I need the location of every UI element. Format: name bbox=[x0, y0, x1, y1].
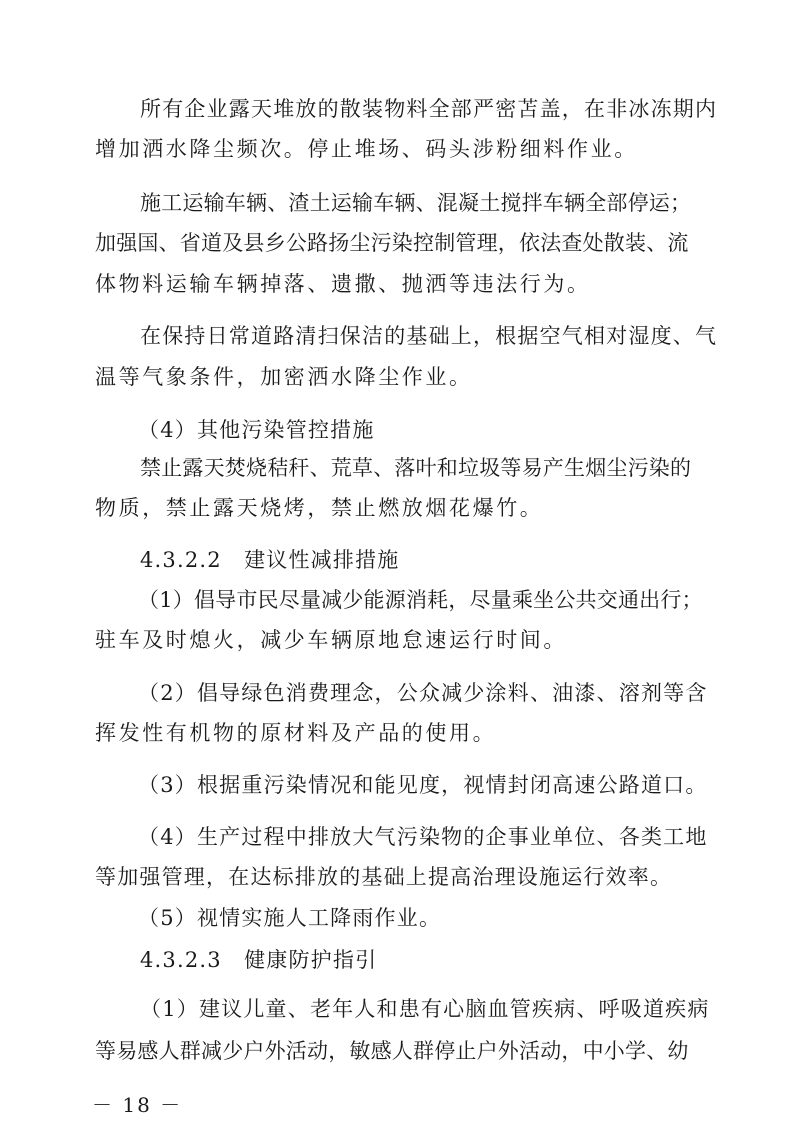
section-heading: 4.3.2.2 建议性减排措施 bbox=[140, 548, 400, 572]
text-line: 等易感人群减少户外活动，敏感人群停止户外活动，中小学、幼 bbox=[95, 1039, 689, 1063]
text-line: 驻车及时熄火，减少车辆原地怠速运行时间。 bbox=[95, 628, 567, 652]
text-line: 禁止露天焚烧秸秆、荒草、落叶和垃圾等易产生烟尘污染的 bbox=[140, 456, 692, 480]
section-heading: 4.3.2.3 健康防护指引 bbox=[140, 948, 378, 972]
text-line: （5）视情实施人工降雨作业。 bbox=[138, 906, 442, 930]
text-line: 挥发性有机物的原材料及产品的使用。 bbox=[95, 721, 497, 745]
text-line: 所有企业露天堆放的散装物料全部严密苫盖，在非冰冻期内 bbox=[140, 97, 718, 121]
text-line: （1）倡导市民尽量减少能源消耗，尽量乘坐公共交通出行； bbox=[138, 588, 703, 612]
text-line: 加强国、省道及县乡公路扬尘污染控制管理，依法查处散装、流 bbox=[95, 231, 689, 255]
text-line: 物质，禁止露天烧烤，禁止燃放烟花爆竹。 bbox=[95, 496, 544, 520]
text-line: 施工运输车辆、渣土运输车辆、混凝土搅拌车辆全部停运； bbox=[140, 191, 692, 215]
text-line: 温等气象条件，加密洒水降尘作业。 bbox=[95, 365, 473, 389]
page-number: － 18 － bbox=[92, 1093, 183, 1117]
text-line: 增加洒水降尘频次。停止堆场、码头涉粉细料作业。 bbox=[95, 137, 638, 161]
text-line: （2）倡导绿色消费理念，公众减少涂料、油漆、溶剂等含 bbox=[138, 681, 708, 705]
section-heading: （4）其他污染管控措施 bbox=[138, 418, 375, 442]
text-line: （1）建议儿童、老年人和患有心脑血管疾病、呼吸道疾病 bbox=[140, 997, 710, 1021]
text-line: （4）生产过程中排放大气污染物的企事业单位、各类工地 bbox=[138, 825, 708, 849]
text-line: 体物料运输车辆掉落、遗撒、抛洒等违法行为。 bbox=[95, 272, 591, 296]
text-line: 在保持日常道路清扫保洁的基础上，根据空气相对湿度、气 bbox=[140, 324, 718, 348]
text-line: 等加强管理，在达标排放的基础上提高治理设施运行效率。 bbox=[95, 865, 673, 889]
text-line: （3）根据重污染情况和能见度，视情封闭高速公路道口。 bbox=[138, 773, 708, 797]
